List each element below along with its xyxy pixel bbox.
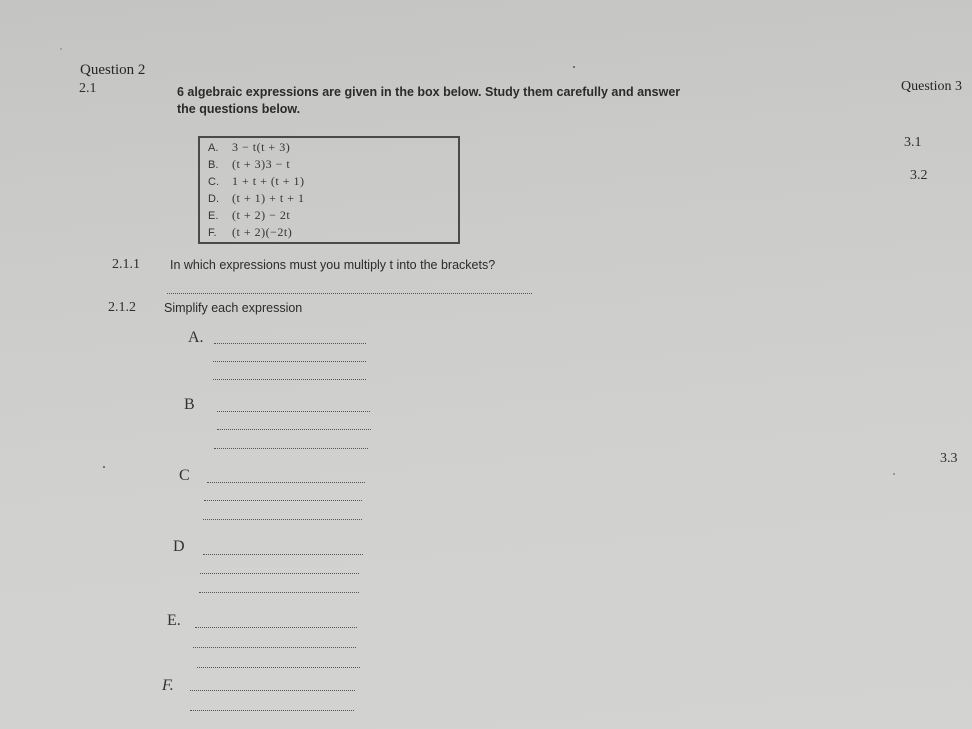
- expression-row-e: [208, 208, 290, 224]
- answer-line-a-1[interactable]: [214, 343, 366, 344]
- answer-label-c: C: [179, 467, 190, 484]
- intro-line-1: 6 algebraic expressions are given in the box below. Study them carefully and answer: [177, 85, 681, 99]
- answer-line-b-3[interactable]: [214, 448, 368, 449]
- expression-row-c: [208, 174, 304, 190]
- answer-label-f: F.: [162, 677, 174, 694]
- question-2-1-1-text: In which expressions must you multiply t into the brackets?: [170, 258, 496, 272]
- expression-letter: F.: [208, 227, 217, 239]
- expression-text: (t + 2)(−2t): [232, 225, 293, 239]
- question-3-item-3-1: 3.1: [904, 135, 922, 150]
- expression-letter: E.: [208, 210, 219, 222]
- question-2-1-2-number: 2.1.2: [108, 300, 136, 315]
- expression-letter: C.: [208, 176, 219, 188]
- expression-text: (t + 3)3 − t: [232, 157, 291, 171]
- question-3-title: Question 3: [901, 79, 963, 94]
- answer-line-b-1[interactable]: [217, 411, 370, 412]
- answer-line-c-3[interactable]: [203, 519, 362, 520]
- question-3-item-3-3: 3.3: [940, 451, 958, 466]
- answer-line-d-1[interactable]: [203, 554, 363, 555]
- expression-letter: A.: [208, 142, 219, 154]
- answer-line-a-2[interactable]: [213, 361, 366, 362]
- expression-text: 3 − t(t + 3): [232, 140, 291, 154]
- answer-line-d-3[interactable]: [199, 592, 359, 593]
- answer-line-c-2[interactable]: [204, 500, 362, 501]
- question-3-item-3-2: 3.2: [910, 168, 928, 183]
- expression-text: (t + 2) − 2t: [232, 208, 291, 222]
- expression-text: (t + 1) + t + 1: [232, 191, 305, 205]
- intro-line-2: the questions below.: [177, 102, 301, 116]
- paper-speck: [103, 466, 105, 468]
- expression-row-f: [208, 225, 292, 241]
- answer-label-e: E.: [167, 612, 181, 629]
- answer-line-f-1[interactable]: [190, 690, 355, 691]
- expressions-box: [198, 136, 460, 244]
- paper-speck: [893, 473, 895, 475]
- expression-row-a: [208, 140, 290, 156]
- answer-line-a-3[interactable]: [213, 379, 366, 380]
- answer-label-a: A.: [188, 329, 204, 346]
- question-2-title: Question 2: [80, 62, 146, 78]
- answer-line-f-2[interactable]: [190, 710, 354, 711]
- answer-line-e-1[interactable]: [195, 627, 357, 628]
- answer-line-e-2[interactable]: [193, 647, 356, 648]
- answer-line-c-1[interactable]: [207, 482, 365, 483]
- answer-line-2-1-1[interactable]: [167, 293, 532, 294]
- expression-letter: D.: [208, 193, 219, 205]
- expression-text: 1 + t + (t + 1): [232, 174, 305, 188]
- section-number-2-1: 2.1: [79, 81, 97, 96]
- paper-speck: [60, 48, 62, 50]
- answer-label-d: D: [173, 538, 185, 555]
- answer-line-b-2[interactable]: [217, 429, 371, 430]
- question-2-1-2-text: Simplify each expression: [164, 301, 303, 315]
- answer-line-e-3[interactable]: [197, 667, 360, 668]
- answer-label-b: B: [184, 396, 195, 413]
- expression-row-b: [208, 157, 290, 173]
- answer-line-d-2[interactable]: [200, 573, 359, 574]
- expression-letter: B.: [208, 159, 219, 171]
- question-2-intro: [177, 84, 681, 118]
- paper-speck: [573, 66, 575, 68]
- expression-row-d: [208, 191, 304, 207]
- question-2-1-1-number: 2.1.1: [112, 257, 140, 272]
